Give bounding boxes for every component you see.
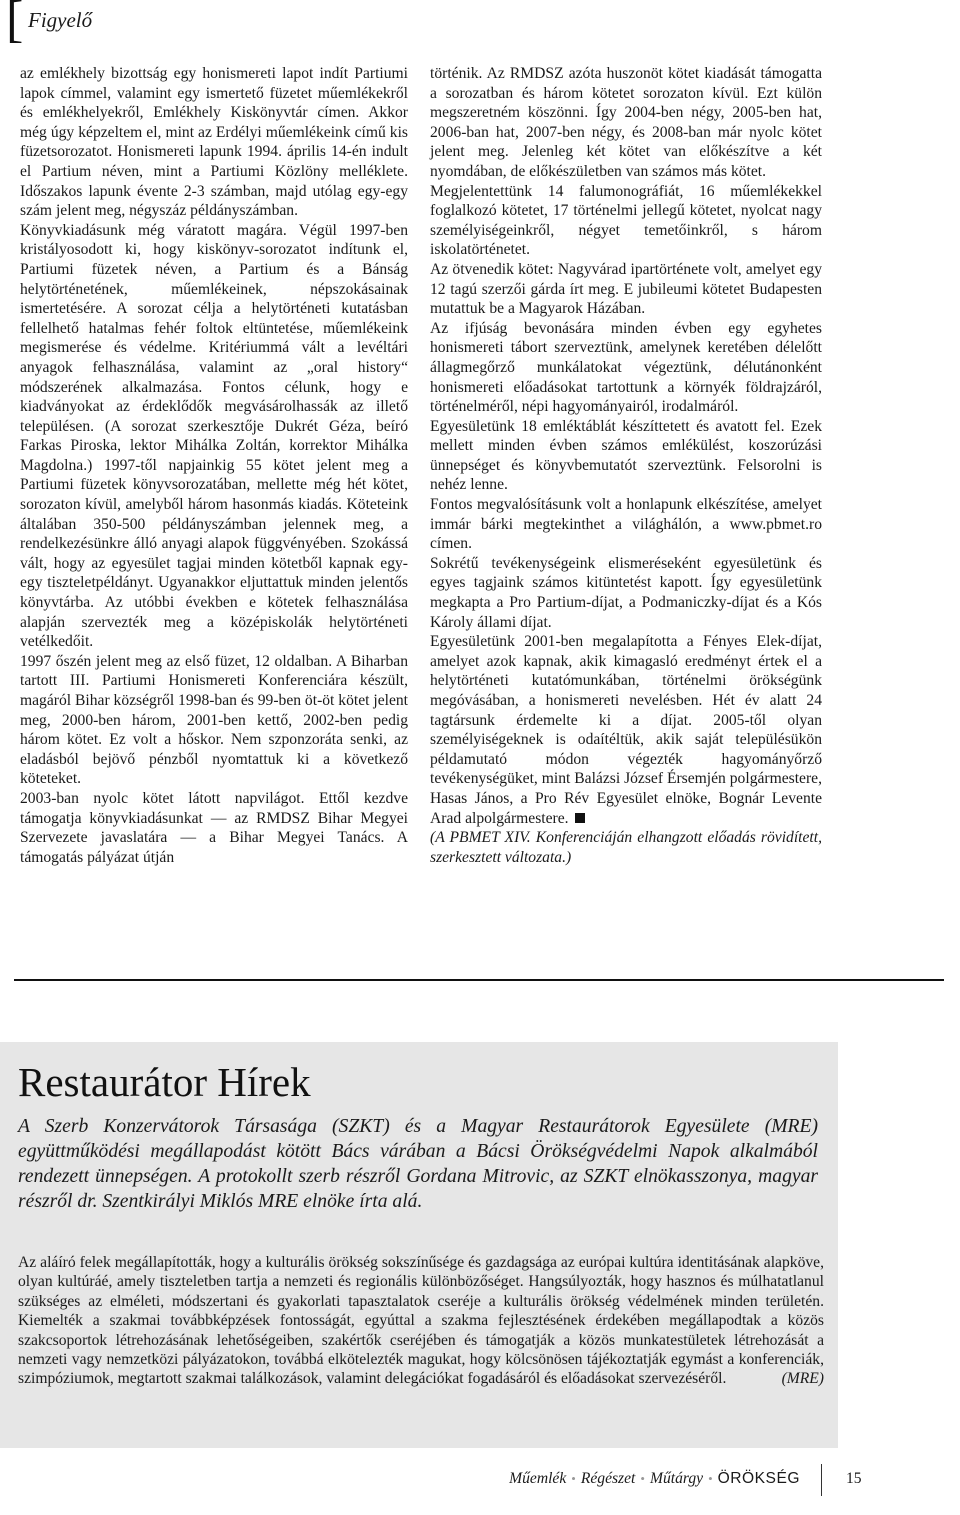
left-column	[20, 64, 408, 867]
footer-bullet-icon: •	[708, 1471, 713, 1486]
restaurator-news-title: Restaurátor Hírek	[18, 1059, 311, 1105]
footer-publication	[509, 1470, 800, 1488]
section-divider	[14, 979, 944, 981]
left-paragraph-4: 2003-ban nyolc kötet látott napvilágot. Ettől kezdve támogatja könyvkiadásunkat — az RMDSZ Bihar Megyei Szervezete javaslatára — a Bihar Megyei Tanács. A támogatás pályázat útján	[20, 789, 408, 866]
right-paragraph-8-text: Egyesületünk 2001-ben megalapította a Fényes Elek-díjat, amelyet azok kapnak, akik kimagasló eredményt értek el a helytörténeti kutatómunkában, történelmi örökségünk megóvásában, a honismereti nevelésben. Hét év alatt 24 tagtársunk érdemelte ki a díjat. 2005-től olyan személyiségeknek is odaítéltük, akik saját településükön példamutató módon végezték hagyományőrző tevékenységüket, mint Balázsi József Érsemjén polgármestere, Hasas János, a Pro Rév Egyesület elnöke, Bognár Levente Arad alpolgármestere.	[430, 633, 822, 827]
footer-item-muemlek: Műemlék	[509, 1470, 567, 1487]
right-paragraph-6: Fontos megvalósításunk volt a honlapunk elkészítése, amelyet immár bárki megtekinthet a világhálón, a www.pbmet.ro címen.	[430, 496, 822, 553]
footer-brand: ÖRÖKSÉG	[717, 1470, 800, 1487]
left-paragraph-2: Könyvkiadásunk még váratott magára. Végül 1997-ben kristályosodott ki, hogy kiskönyv-sorozatot indítunk el, Partiumi füzetek néven, a Partium és a Bánság helytörténetének, műemlékeinek, népszokásainak ismertetésére. A sorozat célja a helytörténeti kutatásban fellelhető hatalmas fehér foltok eltüntetése, műemlékeink megismerése és védelme. Kritériummá vált a levéltári anyagok felhasználása, valamint az „oral history“ módszerének alkalmazása. Fontos célunk, hogy e kiadványokat az érdeklődők megvásárolhassák az illető településen. (A sorozat szerkesztője Dukrét Géza, beíró Farkas Piroska, lektor Mihálka Zoltán, korrektor Mihálka Magdolna.) 1997-től napjainkig 55 kötet jelent meg a Partiumi füzetek könyvsorozatában, mellette még hét kötet, sorozaton kívül, amelyből három hasonmás kiadás. Köteteink általában 350-500 példányszámban jelennek meg, a rendelkezésünkre álló anyagi alapok függvényében. Szokássá vált, hogy az egyesület tagjai minden kötetből kapnak egy-egy tiszteletpéldányt. Ugyanakkor eljuttattuk minden jelentős könyvtárba. Az utóbbi években e kötetek felhasználása alapján szervezték meg a középiskolák helytörténeti vetélkedőit.	[20, 221, 408, 651]
right-paragraph-2: Megjelentettünk 14 falumonográfiát, 16 műemlékekkel foglalkozó kötetet, 17 történelmi jellegű kötetet, nyolcat nagy személyiségeinkről, négyet temetőinkről, s három iskolatörténetet.	[430, 182, 822, 259]
section-bracket: [	[6, 0, 24, 48]
right-paragraph-8	[430, 632, 822, 828]
left-paragraph-3: 1997 őszén jelent meg az első füzet, 12 oldalban. A Biharban tartott III. Partiumi Honismereti Konferenciára készült, magáról Bihar községről 1998-ban és 99-ben öt-öt kötet jelent meg, 2000-ben három, 2001-ben kettő, 2002-ben pedig három kötet. Ez volt a hőskor. Nem szponzoráta senki, az eladásból bejövő pénzből nyomtattuk ki a következő köteteket.	[20, 652, 409, 788]
restaurator-news-lead: A Szerb Konzervátorok Társasága (SZKT) és a Magyar Restaurátorok Egyesülete (MRE) együttműködési megállapodást kötött Bács várában a Bácsi Örökségvédelmi Napok alkalmából rendezett ünnepségen. A protokollt szerb részről Gordana Mitrovic, az SZKT elnökasszonya, magyar részről dr. Szentkirályi Miklós MRE elnöke írta alá.	[18, 1116, 818, 1212]
restaurator-news-body	[18, 1253, 824, 1389]
restaurator-news-text: Az aláíró felek megállapították, hogy a kulturális örökség sokszínűsége és gazdagsága az európai kultúra identitásának alapköve, olyan kultúráé, amely tiszteletben tartja a nemzeti és regionális különbözőséget. Hangsúlyozták, hogy hasznos és múlhatatlanul szükséges az elméleti, módszertani és gyakorlati tapasztalatok cseréje a kulturális örökség védelmének minden területén. Kiemelték a szakmai továbbképzések fontosságát, egyúttal a szakma fejlesztésének érdekében megállapodtak a közös szakcsoportok létrehozásának lehetőségeiben, szakértők cseréjében és támogatják a közös munkatestületek létrehozását a nemzeti vagy nemzetközi pályázatokon, továbbá elkötelezték magukat, hogy kölcsönösen tájékoztatják egymást a konferenciák, szimpóziumok, megtartott szakmai találkozások, valamint delegációkat fogadásáról és előadásokat szervezéséről.	[18, 1254, 824, 1388]
footer-separator-line	[821, 1464, 822, 1496]
footer-item-regeszet: Régészet	[580, 1470, 636, 1487]
closing-note: (A PBMET XIV. Konferenciáján elhangzott előadás rövidített, szerkesztett változata.)	[430, 829, 822, 866]
right-paragraph-5: Egyesületünk 18 emléktáblát készíttetett és avatott fel. Ezek mellett minden évben számos emlékülést, koszorúzási ünnepséget és könyvbemutatót szerveztünk. Felsorolni is nehéz lenne.	[430, 417, 822, 494]
right-paragraph-7: Sokrétű tevékenységeink elismeréseként egyesületünk és egyes tagjaink számos kitüntetést kapott. Így egyesületünk megkapta a Pro Partium-díjat, a Podmaniczky-díjat és a Kós Károly állami díjat.	[430, 554, 822, 631]
right-paragraph-4: Az ifjúság bevonására minden évben egy egyhetes honismereti tábort szerveztünk, amelynek keretében délelőtt állagmegőrző munkálatokat végeztünk, délutánonként honismereti előadásokat tartottunk a környék földrajzáról, történelméről, népi hagyományairól, irodalmáról.	[430, 319, 822, 416]
right-column	[430, 64, 822, 867]
footer-item-mutargy: Műtárgy	[649, 1470, 704, 1487]
footer-bullet-icon: •	[640, 1471, 645, 1486]
right-paragraph-3: Az ötvenedik kötet: Nagyvárad ipartörténete volt, amelyet egy 12 tagú szerzői gárda írt meg. E jubileumi kötetet Budapesten mutattuk be a Magyarok Házában.	[430, 260, 822, 318]
restaurator-news-signature: (MRE)	[781, 1370, 824, 1388]
right-paragraph-1: történik. Az RMDSZ azóta huszonöt kötet kiadását támogatta a sorozatban és három kötetet sorozaton kívül. Ezt külön megszeretném köszönni. Így 2004-ben négy, 2005-ben hat, 2006-ban hat, 2007-ben négy, és 2008-ban már nyolc kötet jelent meg. Jelenleg két kötet van előkészítve a két nyomdában, de előkészületben van számos más kötet.	[430, 65, 822, 180]
end-mark-square	[575, 813, 585, 823]
footer-bullet-icon: •	[571, 1471, 576, 1486]
page-footer	[0, 1470, 960, 1500]
left-paragraph-1: az emlékhely bizottság egy honismereti lapot indít Partiumi lapok címmel, valamint egy ismertető füzetet műemlékekről és emlékhelyekről, Emlékhely Kiskönyvtár címen. Akkor még úgy képzeltem el, mint az Erdélyi műemlékeink című kis füzetsorozatot. Honismereti lapunk 1994. április 14-én indult el Partium néven, mint a Partiumi Közlöny melléklete. Időszakos lapunk évente 2-3 számban, majd utólag egy-egy szám jelent meg, négyszáz példányszámban.	[20, 65, 408, 220]
page-number: 15	[846, 1470, 862, 1487]
section-label: Figyelő	[28, 8, 93, 32]
